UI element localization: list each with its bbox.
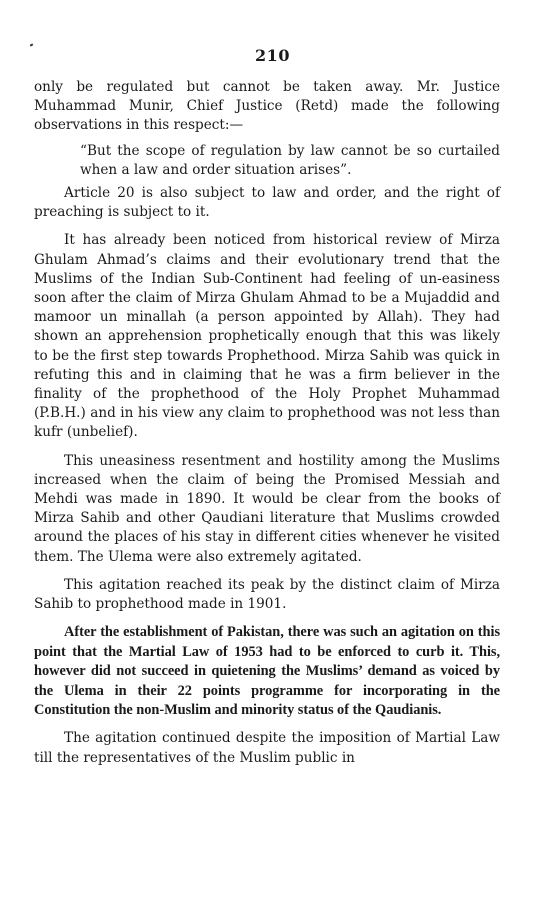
page-body [34,78,500,768]
paragraph-uneasiness: This uneasiness resentment and hostility among the Muslims increased when the claim of being the Promised Messiah and Mehdi was made in 1890. It would be clear from the books of Mirza Sahib and other Qaudiani literature that Muslims crowded around the places of his stay in different cities whenever he visited them. The Ulema were also extremely agitated. [34,452,500,565]
paragraph-agitation-peak: This agitation reached its peak by the distinct claim of Mirza Sahib to prophethood made in 1901. [34,576,500,613]
paragraph-agitation-continued: The agitation continued despite the imposition of Martial Law till the representatives of the Muslim public in [34,730,500,766]
quotation: “But the scope of regulation by law cannot be so curtailed when a law and order situation arises”. [80,142,500,178]
paragraph-continued: only be regulated but cannot be taken away. Mr. Justice Muhammad Munir, Chief Justice (Retd) made the following observations in this respect:— [34,79,500,134]
page-number: 210 [255,46,290,65]
paragraph-historical-review: It has already been noticed from historical review of Mirza Ghulam Ahmad’s claims and their evolutionary trend that the Muslims of the Indian Sub-Continent had feeling of un-easiness soon after the claim of Mirza Ghulam Ahmad to be a Mujaddid and mamoor un minallah (a person appointed by Allah). They had shown an apprehension prophetically enough that this was likely to be the first step towards Prophethood. Mirza Sahib was quick in refuting this and in claiming that he was a firm believer in the finality of the prophethood of the Holy Prophet Muhammad (P.B.H.) and in his view any claim to prophethood was not less than kufr (unbelief). [34,232,500,441]
paragraph-article-20: Article 20 is also subject to law and order, and the right of preaching is subject to it. [34,185,500,221]
paragraph-pakistan: After the establishment of Pakistan, there was such an agitation on this point that the Martial Law of 1953 had to be enforced to curb it. This, however did not succeed in quietening the Muslims’ demand as voiced by the Ulema in their 22 points programme for incorporating in the Constitution the non-Muslim and minority status of the Qaudianis. [34,624,500,718]
